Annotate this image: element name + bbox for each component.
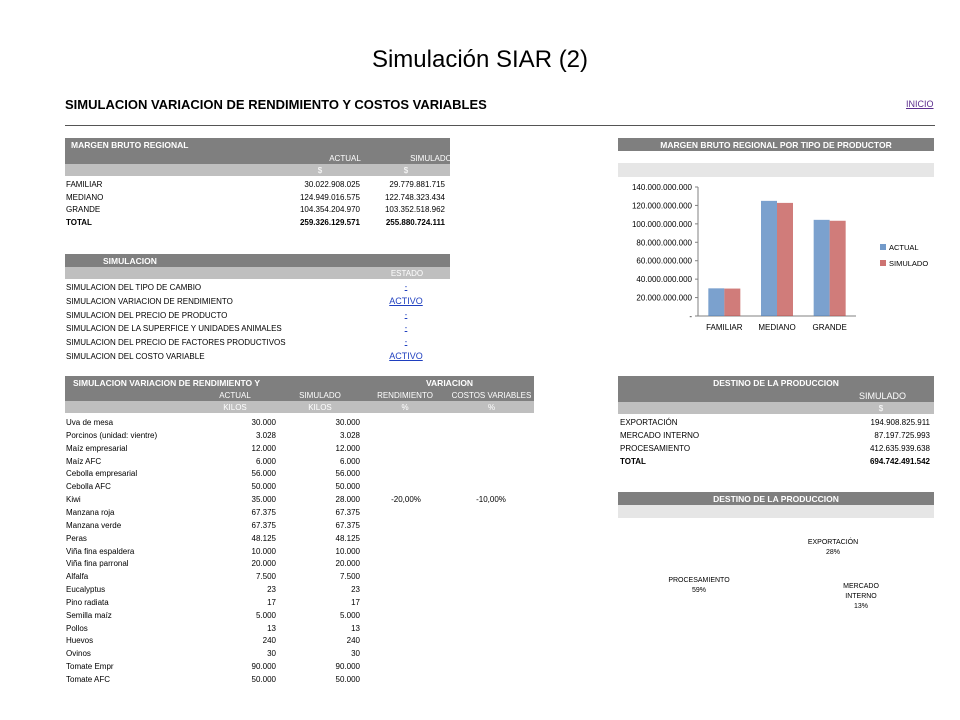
margen-row-label: GRANDE	[66, 205, 101, 214]
margen-header	[65, 138, 450, 151]
page-title: SIMULACION VARIACION DE RENDIMIENTO Y COSTOS VARIABLES	[65, 97, 487, 112]
variacion-row-label: Cebolla AFC	[66, 482, 111, 492]
variacion-row-simulado: 23	[351, 585, 360, 595]
chart-x-tick-label: MEDIANO	[758, 323, 796, 332]
variacion-row-actual: 56.000	[251, 469, 276, 479]
variacion-row-label: Cebolla empresarial	[66, 469, 138, 479]
margen-row-actual: 30.022.908.025	[304, 180, 360, 189]
chart-header	[618, 138, 934, 151]
variacion-row-label: Porcinos (unidad: vientre)	[66, 430, 158, 440]
margen-row-simulado: 122.748.323.434	[384, 192, 445, 202]
destino-row-value: 694.742.491.542	[869, 457, 930, 466]
bar-chart	[618, 177, 934, 342]
variacion-title-right: VARIACION	[426, 378, 474, 388]
chart-y-tick-label: 80.000.000.000	[636, 238, 692, 248]
chart-bar-simulado-mediano	[777, 203, 793, 316]
variacion-row-simulado: 20.000	[335, 559, 360, 569]
destino-row-value: 87.197.725.993	[874, 431, 930, 440]
variacion-row-label: Tomate AFC	[66, 675, 111, 684]
margen-row-label: MEDIANO	[66, 192, 104, 202]
variacion-row-simulado: 5.000	[339, 610, 360, 620]
variacion-row-simulado: 67.375	[335, 520, 360, 530]
variacion-row-label: Viña fina espaldera	[66, 546, 135, 556]
variacion-row-rend: -20,00%	[391, 495, 421, 505]
variacion-row-actual: 3.028	[255, 430, 276, 440]
pie-label-procesamiento	[662, 576, 736, 596]
slide-title: Simulación SIAR (2)	[371, 46, 589, 73]
simulacion-row-label: SIMULACION DE LA SUPERFICE Y UNIDADES ANIMALES	[66, 324, 282, 334]
margen-unitrow	[65, 164, 450, 176]
pie-label-mercado-name1: MERCADO	[843, 583, 879, 590]
variacion-row-costos: -10,00%	[476, 495, 506, 505]
variacion-row-simulado: 90.000	[335, 662, 360, 672]
variacion-row-actual: 67.375	[251, 520, 276, 530]
variacion-row-label: Semilla maíz	[66, 610, 112, 620]
variacion-row-label: Kiwi	[66, 495, 81, 505]
simulacion-row-label: SIMULACION DEL TIPO DE CAMBIO	[66, 283, 202, 292]
destino-colheader	[618, 389, 934, 402]
chart-y-tick-label: 100.000.000.000	[631, 219, 692, 229]
variacion-row-simulado: 3.028	[339, 430, 360, 440]
destino-row-label: TOTAL	[620, 457, 646, 466]
destino-row-label: MERCADO INTERNO	[620, 431, 700, 440]
variacion-row-actual: 13	[267, 623, 276, 633]
variacion-row-label: Alfalfa	[66, 572, 89, 582]
variacion-row-label: Eucalyptus	[66, 585, 106, 595]
margen-row-actual: 124.949.016.575	[299, 192, 360, 202]
margen-unit-simulado: $	[403, 166, 409, 175]
simulacion-title: SIMULACION	[103, 256, 157, 266]
variacion-row-simulado: 7.500	[339, 572, 360, 582]
chart-y-tick-label: 20.000.000.000	[636, 293, 692, 303]
variacion-row-actual: 23	[267, 585, 276, 595]
margen-row-simulado: 103.352.518.962	[384, 205, 445, 214]
variacion-row-simulado: 48.125	[335, 533, 360, 543]
chart-y-tick-label: 40.000.000.000	[636, 275, 692, 285]
variacion-row-simulado: 12.000	[335, 443, 360, 453]
variacion-row-simulado: 30	[351, 649, 360, 659]
simulacion-row-estado[interactable]: -	[404, 337, 408, 347]
variacion-row-simulado: 56.000	[335, 469, 360, 479]
simulacion-col-estado: ESTADO	[390, 269, 424, 278]
variacion-row-simulado: 240	[346, 636, 360, 646]
chart-y-tick-label: 140.000.000.000	[631, 183, 692, 192]
variacion-row-actual: 7.500	[255, 572, 276, 582]
variacion-row-actual: 90.000	[251, 662, 276, 672]
chart-x-tick-label: FAMILIAR	[706, 323, 743, 332]
variacion-unit-simulado: KILOS	[308, 403, 332, 412]
simulacion-row-estado[interactable]: ACTIVO	[389, 351, 423, 361]
variacion-row-actual: 17	[267, 597, 276, 607]
margen-row-actual: 104.354.204.970	[299, 205, 360, 214]
simulacion-row-estado[interactable]: -	[404, 323, 408, 333]
variacion-row-simulado: 6.000	[339, 456, 360, 466]
margen-col-simulado: SIMULADO	[410, 154, 452, 163]
destino-unit: $	[878, 404, 884, 413]
variacion-row-label: Maíz AFC	[66, 456, 102, 466]
destino-col-simulado: SIMULADO	[858, 391, 906, 401]
pie-title: DESTINO DE LA PRODUCCION	[713, 494, 839, 504]
margen-row-actual: 259.326.129.571	[299, 217, 360, 227]
variacion-unitrow	[65, 401, 534, 413]
variacion-col-costos: COSTOS VARIABLES	[451, 391, 532, 400]
variacion-row-actual: 5.000	[255, 610, 276, 620]
variacion-row-actual: 50.000	[251, 675, 276, 684]
simulacion-row-label: SIMULACION DEL PRECIO DE FACTORES PRODUCTIVOS	[66, 338, 286, 348]
variacion-row-actual: 30.000	[251, 418, 276, 427]
margen-title: MARGEN BRUTO REGIONAL	[71, 140, 189, 150]
variacion-row-actual: 35.000	[251, 495, 276, 505]
inicio-link[interactable]: INICIO	[906, 99, 934, 109]
variacion-title-left: SIMULACION VARIACION DE RENDIMIENTO Y	[73, 378, 261, 388]
simulacion-row-label: SIMULACION DEL COSTO VARIABLE	[66, 352, 205, 361]
variacion-row-actual: 240	[262, 636, 276, 646]
variacion-unit-costos: %	[487, 403, 496, 412]
pie-label-mercado-pct: 13%	[853, 603, 868, 610]
variacion-row-simulado: 30.000	[335, 418, 360, 427]
variacion-row-label: Maíz empresarial	[66, 443, 128, 453]
destino-header	[618, 376, 934, 389]
margen-row-simulado: 29.779.881.715	[389, 180, 445, 189]
chart-bar-actual-grande	[814, 220, 830, 316]
chart-bar-actual-familiar	[708, 288, 724, 316]
variacion-row-simulado: 50.000	[335, 675, 360, 684]
margen-col-actual: ACTUAL	[329, 154, 361, 163]
chart-title: MARGEN BRUTO REGIONAL POR TIPO DE PRODUCTOR	[660, 140, 892, 150]
simulacion-header	[65, 254, 450, 267]
variacion-header	[65, 376, 534, 389]
margen-row-simulado: 255.880.724.111	[385, 217, 445, 227]
pie-header	[618, 492, 934, 505]
variacion-row-simulado: 13	[351, 623, 360, 633]
variacion-row-label: Uva de mesa	[66, 418, 114, 427]
pie-band	[618, 505, 934, 518]
chart-legend-label-actual: ACTUAL	[889, 243, 919, 252]
variacion-row-actual: 6.000	[255, 456, 276, 466]
pie-label-procesamiento-name: PROCESAMIENTO	[668, 577, 730, 584]
variacion-row-label: Viña fina parronal	[66, 559, 129, 569]
variacion-col-simulado: SIMULADO	[299, 391, 341, 400]
variacion-row-simulado: 10.000	[335, 546, 360, 556]
variacion-row-label: Pino radiata	[66, 597, 109, 607]
simulacion-row-label: SIMULACION VARIACION DE RENDIMIENTO	[66, 296, 233, 306]
chart-bar-actual-mediano	[761, 201, 777, 316]
pie-label-exportacion-name: EXPORTACIÓN	[807, 539, 859, 546]
chart-legend-label-simulado: SIMULADO	[889, 259, 929, 268]
destino-unitrow	[618, 402, 934, 414]
destino-row-label: EXPORTACIÓN	[620, 418, 678, 427]
simulacion-row-label: SIMULACION DEL PRECIO DE PRODUCTO	[66, 310, 228, 320]
pie-label-exportacion-pct: 28%	[825, 549, 840, 556]
variacion-row-label: Tomate Empr	[66, 662, 114, 672]
pie-label-procesamiento-pct: 59%	[691, 587, 706, 594]
chart-y-tick-label: 60.000.000.000	[636, 256, 692, 266]
variacion-row-label: Manzana verde	[66, 520, 122, 530]
variacion-colheader	[65, 389, 534, 401]
variacion-row-label: Pollos	[66, 623, 88, 633]
variacion-row-label: Manzana roja	[66, 507, 115, 517]
variacion-row-actual: 30	[267, 649, 276, 659]
chart-bar-simulado-familiar	[724, 289, 740, 316]
margen-unit-actual: $	[317, 166, 323, 175]
variacion-row-simulado: 50.000	[335, 482, 360, 492]
variacion-col-actual: ACTUAL	[219, 391, 251, 400]
destino-row-label: PROCESAMIENTO	[620, 444, 691, 453]
chart-y-tick-label: 120.000.000.000	[631, 201, 692, 211]
variacion-row-actual: 48.125	[251, 533, 276, 543]
variacion-unit-rend: %	[401, 403, 409, 412]
simulacion-colheader	[65, 267, 450, 279]
margen-row-label: TOTAL	[66, 217, 92, 227]
variacion-row-label: Ovinos	[66, 649, 91, 659]
variacion-col-rend: RENDIMIENTO	[377, 391, 433, 400]
destino-row-value: 194.908.825.911	[870, 418, 930, 427]
variacion-row-actual: 67.375	[251, 507, 276, 517]
chart-band	[618, 163, 934, 177]
chart-y-tick-label: -	[689, 312, 692, 321]
pie-label-exportacion	[800, 538, 866, 558]
destino-row-value: 412.635.939.638	[869, 444, 930, 453]
chart-bar-simulado-grande	[830, 221, 846, 316]
simulacion-row-estado[interactable]: ACTIVO	[389, 295, 423, 306]
chart-x-tick-label: GRANDE	[812, 323, 847, 332]
variacion-row-simulado: 67.375	[335, 507, 360, 517]
variacion-row-actual: 50.000	[251, 482, 276, 492]
variacion-row-actual: 12.000	[251, 443, 276, 453]
simulacion-row-estado[interactable]: -	[404, 282, 408, 291]
variacion-unit-actual: KILOS	[223, 403, 247, 412]
variacion-row-simulado: 17	[351, 597, 360, 607]
pie-label-mercado-name2: INTERNO	[845, 593, 877, 600]
variacion-row-label: Peras	[66, 533, 87, 543]
variacion-row-actual: 20.000	[251, 559, 276, 569]
margen-row-label: FAMILIAR	[66, 180, 103, 189]
variacion-row-label: Huevos	[66, 636, 94, 646]
destino-title: DESTINO DE LA PRODUCCION	[713, 378, 839, 388]
pie-label-mercado	[836, 582, 886, 612]
chart-legend-swatch-actual	[880, 244, 886, 250]
chart-legend-swatch-simulado	[880, 260, 886, 266]
divider	[65, 125, 935, 126]
margen-colheader	[65, 151, 450, 164]
variacion-row-actual: 10.000	[251, 546, 276, 556]
simulacion-row-estado[interactable]: -	[404, 309, 408, 319]
variacion-row-simulado: 28.000	[335, 495, 360, 505]
